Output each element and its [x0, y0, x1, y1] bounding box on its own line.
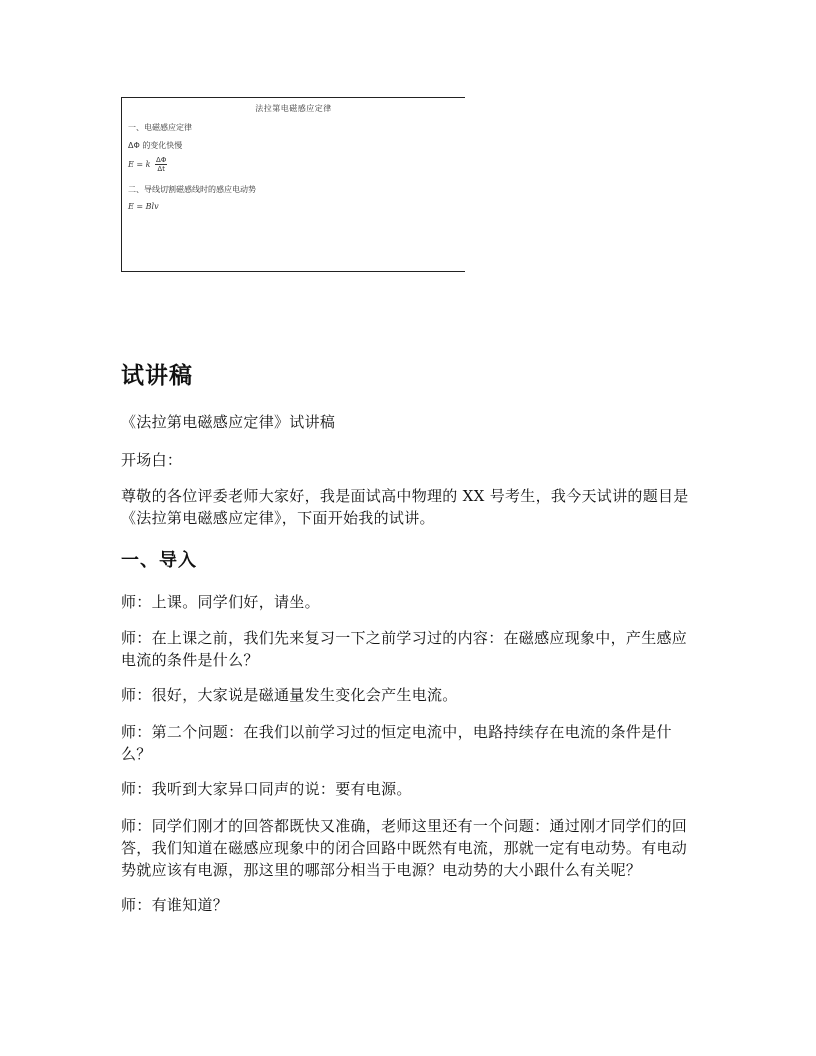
paragraph-2: 师：在上课之前，我们先来复习一下之前学习过的内容：在磁感应现象中，产生感应电流的条件是什么？: [121, 629, 688, 669]
formula-1-denominator: Δt: [157, 165, 165, 173]
board-formula-2: E = Blv: [128, 202, 159, 211]
paragraph-1: 师：上课。同学们好，请坐。: [121, 593, 320, 611]
opening-label: 开场白：: [121, 451, 183, 469]
document-title: 试讲稿: [121, 363, 193, 389]
paragraph-7: 师：有谁知道？: [121, 896, 229, 914]
paragraph-3: 师：很好，大家说是磁通量发生变化会产生电流。: [121, 686, 458, 704]
paragraph-4: 师：第二个问题：在我们以前学习过的恒定电流中，电路持续存在电流的条件是什么？: [121, 723, 672, 763]
formula-1-numerator: ΔΦ: [156, 156, 167, 164]
opening-text: 尊敬的各位评委老师大家好，我是面试高中物理的 XX 号考生，我今天试讲的题目是《法拉第电磁感应定律》，下面开始我的试讲。: [121, 487, 689, 527]
document-subtitle: 《法拉第电磁感应定律》试讲稿: [121, 413, 336, 431]
paragraph-6: 师：同学们刚才的回答都既快又准确，老师这里还有一个问题：通过刚才同学们的回答，我们知道在磁感应现象中的闭合回路中既然有电流，那就一定有电动势。有电动势就应该有电源，那这里的哪部分相当于电源？电动势的大小跟什么有关呢？: [121, 817, 688, 879]
section-1-title: 一、导入: [121, 550, 197, 571]
board-line-1: 一、电磁感应定律: [128, 123, 192, 132]
board-title: 法拉第电磁感应定律: [255, 104, 332, 113]
formula-1-fraction: [155, 156, 167, 173]
blackboard-design-figure: [121, 97, 465, 272]
board-formula-1: [128, 156, 167, 173]
formula-1-lhs: E = k: [128, 160, 151, 169]
board-line-3: 二、导线切割磁感线时的感应电动势: [128, 185, 256, 194]
paragraph-5: 师：我听到大家异口同声的说：要有电源。: [121, 780, 412, 798]
board-line-2: ΔΦ 的变化快慢: [128, 141, 183, 150]
